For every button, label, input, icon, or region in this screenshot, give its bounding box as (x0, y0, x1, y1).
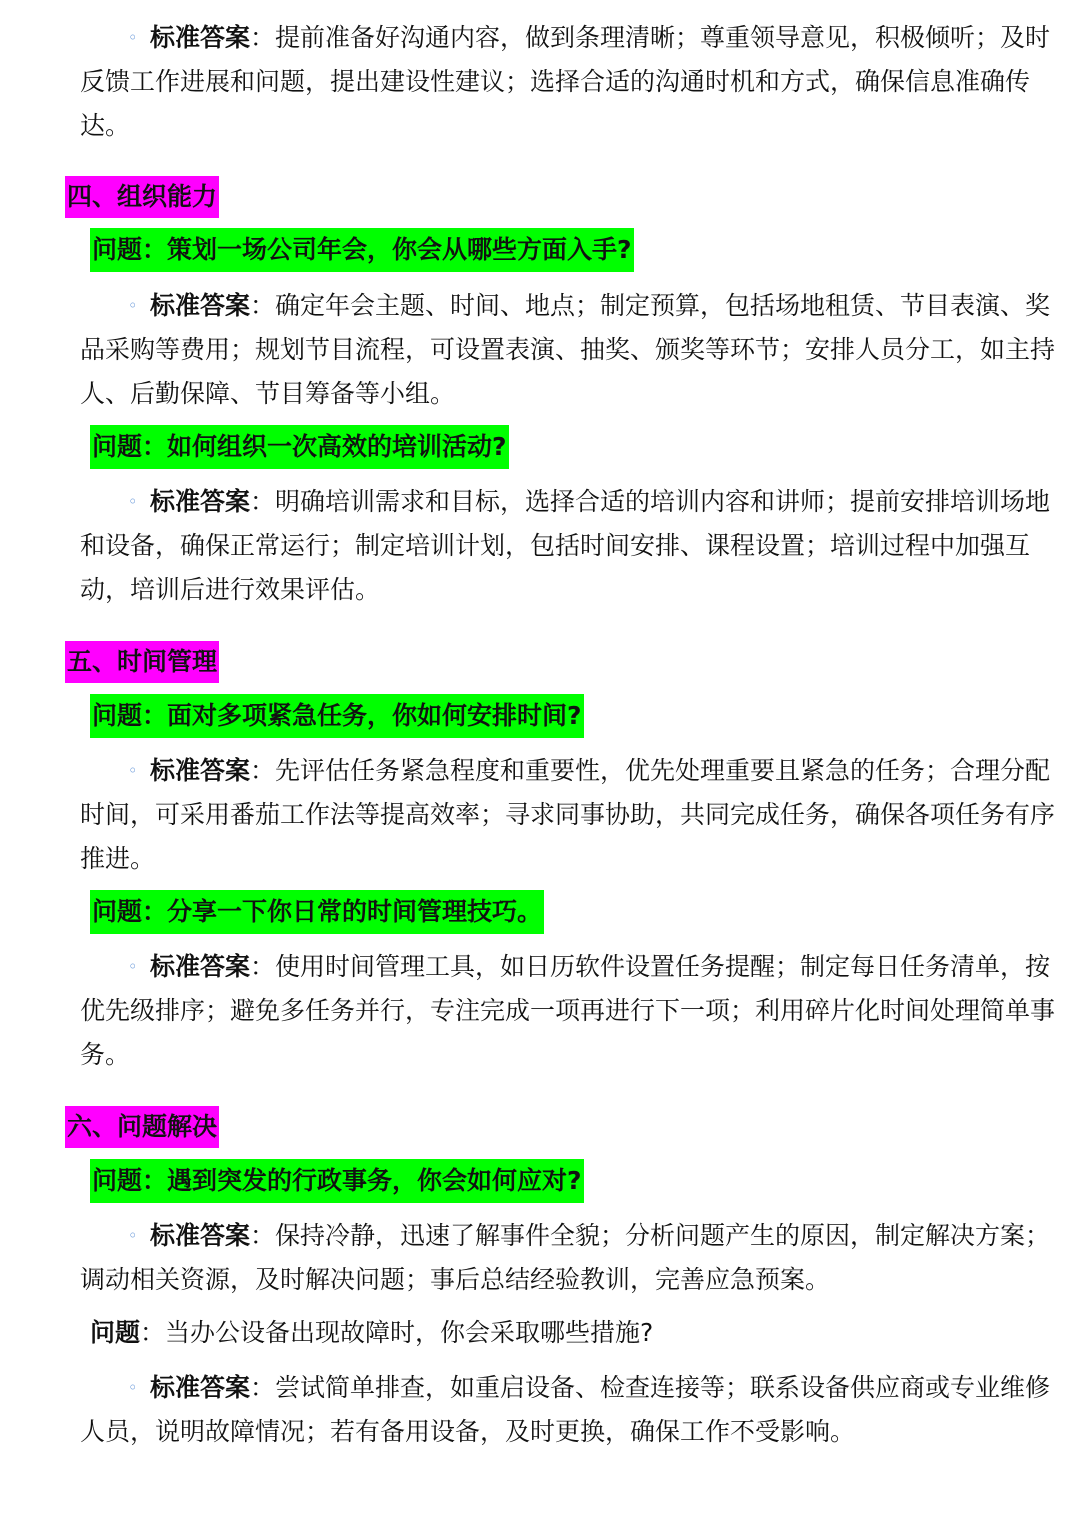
answer-text: 尝试简单排查，如重启设备、检查连接等；联系设备供应商或专业维修人员，说明故障情况；若有备用设备，及时更换，确保工作不受影响。 (80, 1373, 1051, 1446)
answer-text: 保持冷静，迅速了解事件全貌；分析问题产生的原因，制定解决方案；调动相关资源，及时解决问题；事后总结经验教训，完善应急预案。 (80, 1221, 1051, 1294)
answer-text: 使用时间管理工具，如日历软件设置任务提醒；制定每日任务清单，按优先级排序；避免多任务并行，专注完成一项再进行下一项；利用碎片化时间处理简单事务。 (80, 952, 1056, 1069)
answer-paragraph: ◦ 标准答案：先评估任务紧急程度和重要性，优先处理重要且紧急的任务；合理分配时间，可采用番茄工作法等提高效率；寻求同事协助，共同完成任务，确保各项任务有序推进。 (80, 749, 1070, 881)
bullet-icon: ◦ (128, 1378, 138, 1397)
answer-paragraph: ◦ 标准答案：尝试简单排查，如重启设备、检查连接等；联系设备供应商或专业维修人员，说明故障情况；若有备用设备，及时更换，确保工作不受影响。 (80, 1366, 1070, 1454)
bullet-icon: ◦ (128, 957, 138, 976)
question-label: 问题 (90, 1318, 141, 1347)
answer-label: 标准答案 (150, 952, 251, 981)
question-text: 当办公设备出现故障时，你会采取哪些措施? (165, 1318, 654, 1347)
answer-text: 确定年会主题、时间、地点；制定预算，包括场地租赁、节目表演、奖品采购等费用；规划节目流程，可设置表演、抽奖、颁奖等环节；安排人员分工，如主持人、后勤保障、节目筹备等小组。 (80, 291, 1056, 408)
answer-label: 标准答案 (150, 23, 251, 52)
question-heading: 问题：分享一下你日常的时间管理技巧。 (90, 890, 544, 934)
question-line: 问题：当办公设备出现故障时，你会采取哪些措施? (90, 1318, 654, 1347)
answer-label: 标准答案 (150, 756, 251, 785)
bullet-icon: ◦ (128, 296, 138, 315)
answer-text: 先评估任务紧急程度和重要性，优先处理重要且紧急的任务；合理分配时间，可采用番茄工作法等提高效率；寻求同事协助，共同完成任务，确保各项任务有序推进。 (80, 756, 1056, 873)
answer-text: 提前准备好沟通内容，做到条理清晰；尊重领导意见，积极倾听；及时反馈工作进展和问题，提出建设性建议；选择合适的沟通时机和方式，确保信息准确传达。 (80, 23, 1051, 140)
answer-paragraph: ◦ 标准答案：确定年会主题、时间、地点；制定预算，包括场地租赁、节目表演、奖品采购等费用；规划节目流程，可设置表演、抽奖、颁奖等环节；安排人员分工，如主持人、后勤保障、节目筹备等小组。 (80, 284, 1070, 416)
question-heading: 问题：策划一场公司年会，你会从哪些方面入手? (90, 228, 634, 272)
section-heading: 五、时间管理 (65, 641, 219, 683)
question-heading: 问题：如何组织一次高效的培训活动? (90, 425, 509, 469)
bullet-icon: ◦ (128, 1226, 138, 1245)
answer-paragraph: ◦ 标准答案：明确培训需求和目标，选择合适的培训内容和讲师；提前安排培训场地和设备，确保正常运行；制定培训计划，包括时间安排、课程设置；培训过程中加强互动，培训后进行效果评估。 (80, 480, 1070, 612)
section-heading: 四、组织能力 (65, 176, 219, 218)
bullet-icon: ◦ (128, 761, 138, 780)
section-heading: 六、问题解决 (65, 1106, 219, 1148)
answer-label: 标准答案 (150, 487, 251, 516)
bullet-icon: ◦ (128, 492, 138, 511)
question-heading: 问题：面对多项紧急任务，你如何安排时间? (90, 694, 584, 738)
question-heading: 问题：遇到突发的行政事务，你会如何应对? (90, 1159, 584, 1203)
answer-label: 标准答案 (150, 1221, 251, 1250)
answer-label: 标准答案 (150, 291, 251, 320)
answer-text: 明确培训需求和目标，选择合适的培训内容和讲师；提前安排培训场地和设备，确保正常运行；制定培训计划，包括时间安排、课程设置；培训过程中加强互动，培训后进行效果评估。 (80, 487, 1051, 604)
answer-paragraph: ◦ 标准答案：保持冷静，迅速了解事件全貌；分析问题产生的原因，制定解决方案；调动相关资源，及时解决问题；事后总结经验教训，完善应急预案。 (80, 1214, 1070, 1302)
bullet-icon: ◦ (128, 28, 138, 47)
answer-label: 标准答案 (150, 1373, 251, 1402)
answer-paragraph: ◦ 标准答案：使用时间管理工具，如日历软件设置任务提醒；制定每日任务清单，按优先级排序；避免多任务并行，专注完成一项再进行下一项；利用碎片化时间处理简单事务。 (80, 945, 1070, 1077)
answer-paragraph: ◦ 标准答案：提前准备好沟通内容，做到条理清晰；尊重领导意见，积极倾听；及时反馈工作进展和问题，提出建设性建议；选择合适的沟通时机和方式，确保信息准确传达。 (80, 16, 1070, 148)
